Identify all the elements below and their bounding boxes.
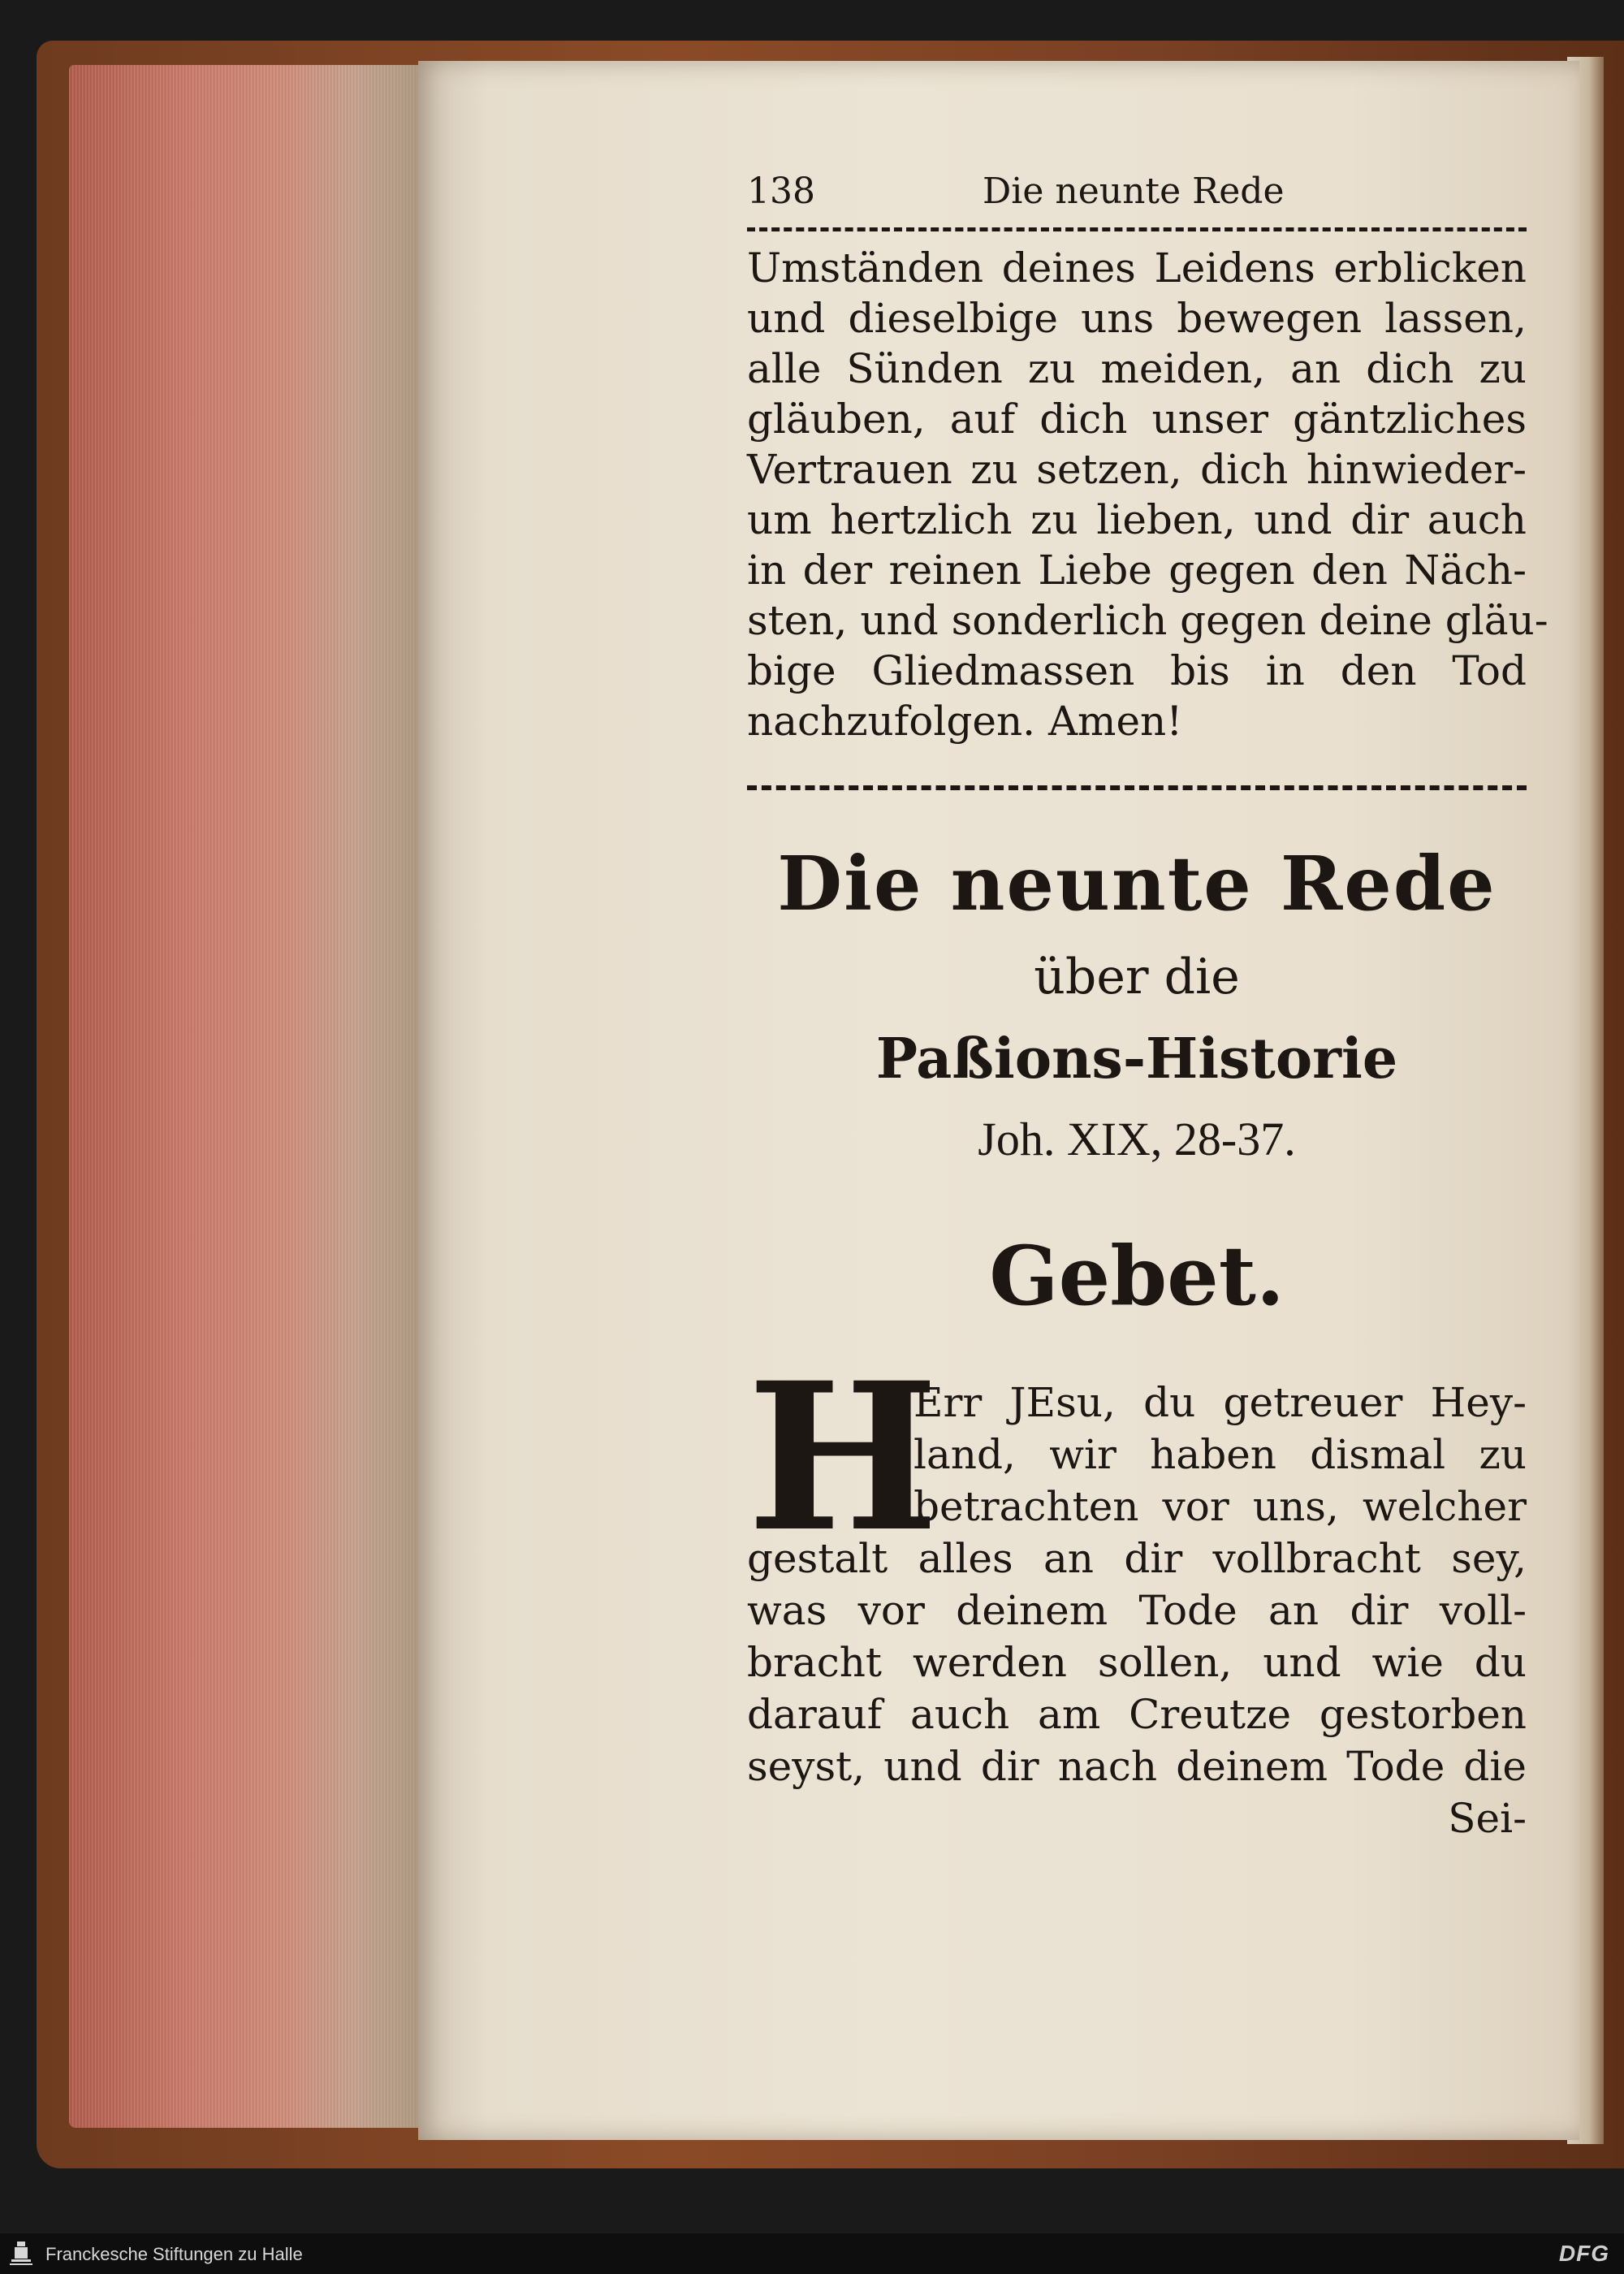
body-line: alle Sünden zu meiden, an dich zu — [747, 345, 1527, 392]
prayer-line: gestalt alles an dir vollbracht sey, — [747, 1535, 1527, 1582]
running-head: Die neunte Rede — [983, 171, 1285, 212]
body-line: Umständen deines Leidens erblicken — [747, 244, 1527, 292]
prayer-line: land, wir haben dismal zu — [914, 1431, 1527, 1478]
prayer-line: seyst, und dir nach deinem Tode die — [747, 1743, 1527, 1790]
prayer-line: was vor deinem Tode an dir voll- — [747, 1587, 1527, 1634]
body-line: gläuben, auf dich unser gäntzliches — [747, 396, 1527, 443]
text-block — [747, 162, 1548, 1844]
header-rule — [747, 227, 1527, 231]
footer-funder-logo: DFG — [1558, 2241, 1609, 2266]
scripture-reference: Joh. XIX, 28-37. — [978, 1113, 1296, 1165]
section-subtitle: über die — [1034, 949, 1240, 1005]
body-line: Vertrauen zu setzen, dich hinwieder- — [747, 446, 1527, 493]
body-line: in der reinen Liebe gegen den Näch- — [747, 547, 1527, 594]
prayer-text — [747, 1338, 1527, 1844]
dropcap-letter: H — [747, 1338, 939, 1576]
body-text — [747, 243, 1548, 746]
prayer-line: darauf auch am Creutze gestorben — [747, 1691, 1527, 1738]
body-line: sten, und sonderlich gegen deine gläu- — [747, 597, 1548, 644]
page-number: 138 — [747, 171, 815, 212]
page-edges-shadow — [357, 65, 422, 2128]
body-line: bige Gliedmassen bis in den Tod — [747, 647, 1527, 694]
footer-organization: Franckesche Stiftungen zu Halle — [45, 2244, 303, 2264]
section-rule — [747, 785, 1527, 790]
catchword: Sei- — [1448, 1795, 1527, 1842]
body-line: nachzufolgen. Amen! — [747, 698, 1183, 745]
page-header — [747, 162, 1527, 227]
section-subject: Paßions-Historie — [875, 1027, 1398, 1092]
footer-bar — [0, 2233, 1624, 2274]
prayer-line: bracht werden sollen, und wie du — [747, 1639, 1527, 1686]
body-line: und dieselbige uns bewegen lassen, — [747, 295, 1527, 342]
section-title: Die neunte Rede — [777, 840, 1497, 927]
prayer-line: Err JEsu, du getreuer Hey- — [914, 1379, 1527, 1426]
prayer-heading: Gebet. — [989, 1228, 1285, 1324]
prayer-line: betrachten vor uns, welcher — [914, 1483, 1527, 1530]
institution-logo-icon — [8, 2240, 34, 2268]
body-line: um hertzlich zu lieben, und dir auch — [747, 496, 1527, 543]
